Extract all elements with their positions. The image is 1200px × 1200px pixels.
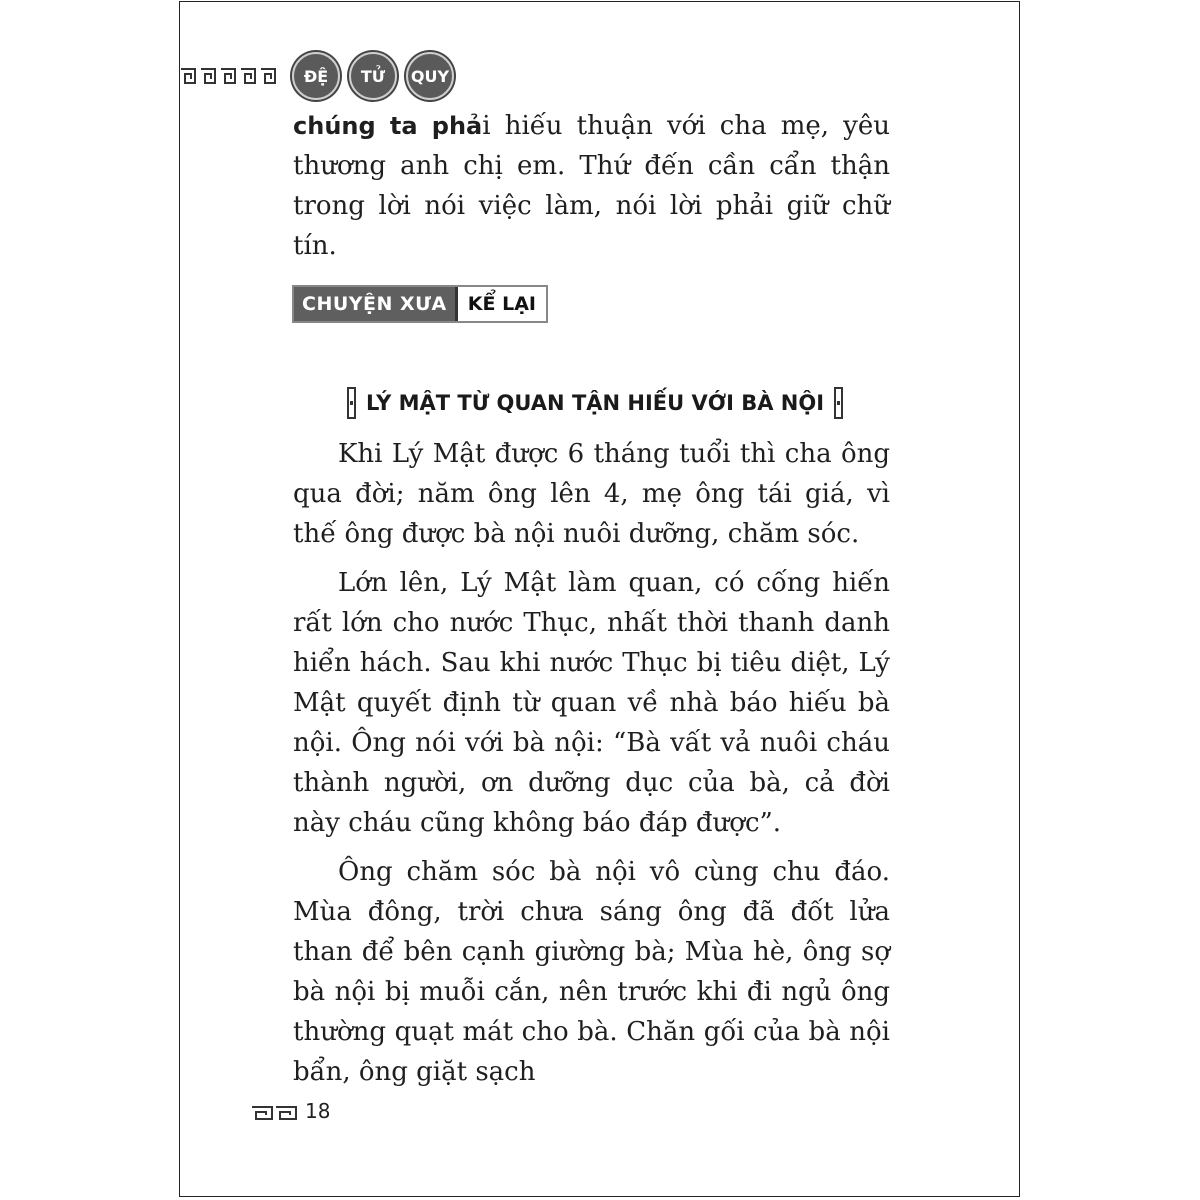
title-badge-tu: TỬ bbox=[349, 52, 397, 100]
title-left-ornament-icon bbox=[347, 387, 356, 419]
footer-pattern-ornament bbox=[250, 1105, 298, 1121]
intro-bold-text: chúng ta phả bbox=[293, 112, 483, 140]
story-paragraph-2: Lớn lên, Lý Mật làm quan, có cống hiến rất lớn cho nước Thục, nhất thời thanh danh hiển hách. Sau khi nước Thục bị tiêu diệt, Lý Mật quyết định từ quan về nhà báo hiếu bà nội. Ông nói với bà nội: “Bà vất vả nuôi cháu thành người, ơn dưỡng dục của bà, cả đời này cháu cũng không báo đáp được”. bbox=[293, 568, 890, 838]
section-label-dark: CHUYỆN XƯA bbox=[294, 287, 455, 321]
title-badge-de: ĐỆ bbox=[292, 52, 340, 100]
header-pattern-ornament bbox=[179, 66, 283, 86]
story-paragraph-3: Ông chăm sóc bà nội vô cùng chu đáo. Mùa đông, trời chưa sáng ông đã đốt lửa than để bên cạnh giường bà; Mùa hè, ông sợ bà nội bị muỗi cắn, nên trước khi đi ngủ ông thường quạt mát cho bà. Chăn gối của bà nội bẩn, ông giặt sạch bbox=[293, 857, 890, 1087]
story-paragraph-1: Khi Lý Mật được 6 tháng tuổi thì cha ông qua đời; năm ông lên 4, mẹ ông tái giá, vì thế ông được bà nội nuôi dưỡng, chăm sóc. bbox=[293, 439, 890, 549]
story-title bbox=[340, 385, 850, 421]
book-title-badges bbox=[292, 52, 454, 100]
story-title-text: LÝ MẬT TỪ QUAN TẬN HIẾU VỚI BÀ NỘI bbox=[365, 391, 825, 415]
title-badge-quy: QUY bbox=[406, 52, 454, 100]
page-number: 18 bbox=[305, 1099, 331, 1123]
section-label-light: KỂ LẠI bbox=[455, 287, 546, 321]
intro-text: i hiếu thuận với cha mẹ, yêu thương anh chị em. Thứ đến cần cẩn thận trong lời nói việc làm, nói lời phải giữ chữ tín. bbox=[293, 111, 890, 261]
intro-paragraph bbox=[293, 106, 890, 266]
section-label bbox=[292, 285, 548, 323]
title-right-ornament-icon bbox=[834, 387, 843, 419]
